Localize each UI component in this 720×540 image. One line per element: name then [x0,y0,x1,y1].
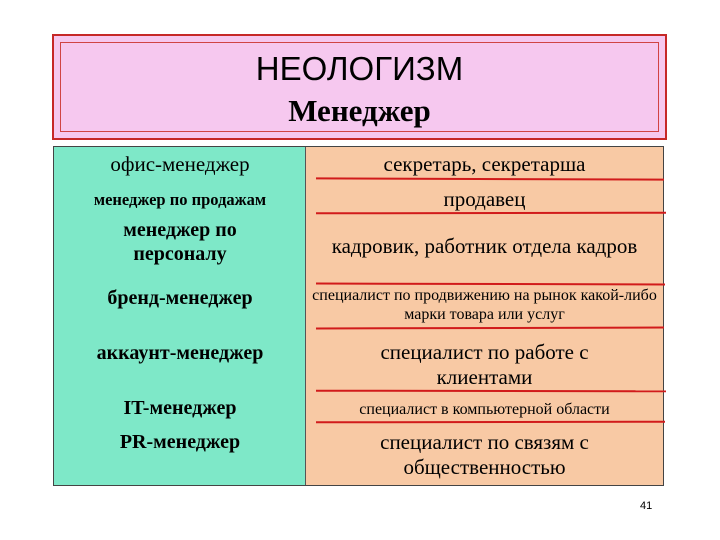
slide-title: НЕОЛОГИЗМ [255,50,464,87]
term-cell: офис-менеджер [110,152,250,177]
page-number: 41 [640,500,653,512]
term-cell: аккаунт-менеджер [96,342,264,364]
title-box [52,34,667,140]
term-cell: IT-менеджер [123,397,237,419]
term-cell: PR-менеджер [119,431,241,453]
meaning-cell: специалист по продвижению на рынок какой-либо марки товара или услуг [312,286,657,323]
slide-subtitle: Менеджер [288,93,431,128]
term-cell: бренд-менеджер [107,287,253,309]
term-cell: менеджер по персоналу [123,219,237,265]
term-cell: менеджер по продажам [93,190,267,210]
meaning-cell: продавец [443,187,526,212]
meaning-cell: специалист в компьютерной области [359,401,610,419]
meaning-cell: секретарь, секретарша [383,152,586,177]
meaning-cell: специалист по связям с общественностью [380,429,589,479]
meaning-cell: кадровик, работник отдела кадров [331,234,638,259]
meaning-cell: специалист по работе с клиентами [380,339,589,389]
neologism-table [53,146,664,486]
